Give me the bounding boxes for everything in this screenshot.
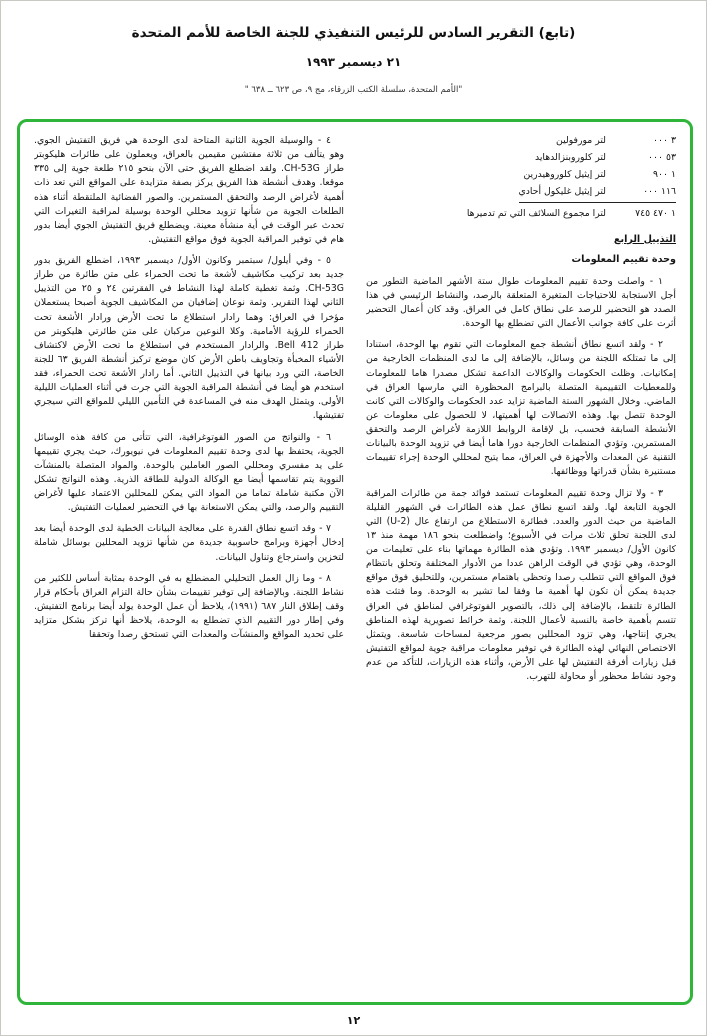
quantity-label: لتر كلوروبنزالدهايد <box>534 152 606 164</box>
quantity-value: ١ ٩٠٠ <box>653 169 676 181</box>
document-date: ٢١ ديسمبر ١٩٩٣ <box>305 55 402 69</box>
paragraph-8: ٨ - وما زال العمل التحليلي المضطلع به في الوحدة بمثابة أساس للكثير من نشاط اللجنة. وبالإضافة إلى توفير تقييمات بشأن حالة التزام العراق بأحكام قرار وقف إطلاق النار ٦٨٧ (١٩٩١)، يلاحظ أن عمل الوحدة يولد أيضا برنامج التفتيش. وفي إطار دور التقييم الذي تضطلع به الوحدة، يلاحظ أنها تركز بشكل متزايد على تحديد المواقع والمنشآت والمعدات التي تستحق رصدا وتحققا <box>34 572 344 641</box>
table-row <box>535 151 676 165</box>
quantity-label: لتر إيثيل كلوروهيدرين <box>523 169 606 181</box>
paragraph-4: ٤ - والوسيلة الجوية الثانية المتاحة لدى الوحدة هي فريق التفتيش الجوي. وهو يتألف من ثلاثة مفتشين مقيمين بالعراق، ويعملون على طائرات هليكوبتر طراز CH-53G. ولقد اضطلع الفريق حتى الآن بنحو ٢١٥ طلعة جوية إلى ٣٣٥ موقعا. وهدف أنشطة هذا الفريق يركز بصفة متزايدة على المواقع التي تعد ذات أهمية لأغراض الرصد والتحقق المستمرين. والصور الفضائية الملتقطة أثناء هذه الطلعات الجوية من شأنها تزويد محللي الوحدة بوسيلة لمراقبة التغيرات التي تحدث عبر الوقت في أية منشأة معينة. ويضطلع فريق التفتيش الجوي أيضا بدور هام في توفير المراقبة الجوية فوق مواقع التفتيش. <box>34 135 344 245</box>
document-citation: "الأمم المتحدة، سلسلة الكتب الزرقاء، مج ٩، ص ٦٢٣ ــ ٦٣٨ " <box>244 85 463 95</box>
table-total-row <box>467 207 676 221</box>
precursors-table <box>366 134 676 221</box>
quantity-label: لتر إيثيل غليكول أحادي <box>518 186 606 198</box>
table-row <box>519 185 676 202</box>
quantity-value: ٣ ٠٠٠ <box>653 135 676 146</box>
appendix-subtitle: وحدة تقييم المعلومات <box>571 254 676 266</box>
appendix-title: التذييل الرابع <box>613 233 676 245</box>
left-column <box>34 134 344 992</box>
total-quantity-value: ١ ٤٧٠ ٧٤٥ <box>635 207 676 219</box>
document-title: (تابع) التقرير السادس للرئيس التنفيذي للجنة الخاصة للأمم المتحدة <box>131 25 576 41</box>
table-row <box>556 134 676 148</box>
content-frame <box>17 119 693 1005</box>
page-number: ١٢ <box>346 1014 361 1027</box>
paragraph-3: ٣ - ولا تزال وحدة تقييم المعلومات تستمد فوائد جمة من طائرات المراقبة الجوية التابعة لها. ولقد اتسع نطاق عمل هذه الطائرات في الشهور القليلة الماضية من حيث الدور والعدد. فطائرة الاستطلاع من ارتفاع عال (U-2) التي لدى اللجنة تحلق ثلاث مرات في الأسبوع؛ واضطلعت بنحو ١٨٦ مهمة منذ ١٣ كانون الأول/ ديسمبر ١٩٩٣. وتؤدي هذه الطائرة مهماتها بناء على تعليمات من الوحدة، وهي تؤدي في الوقت الراهن عددا من الأدوار المختلفة وتحلق بانتظام فوق المواقع التي تتطلب رصدا وتحظى باهتمام مستمرين، وللتحليق فوق مواقع جديدة يمكن أن تكون لها أهمية ما وفقا لما تشير به الوحدة. وما فتئت هذه الطائرة تلتقط، بالإضافة إلى ذلك، بالتصوير الفوتوغرافي لمناطق في العراق تتسم بأهمية خاصة بالنسبة لأعمال اللجنة. وثمة خرائط تصويرية لهذه المناطق يجري إنتاجها، وهي تزود المحللين بصور مرجعية لمساحات شاسعة. ويتمثل الاختصاص النهائي لهذه الطائرة في توفير معلومات مراقبة جوية لمواقع التفتيش قبل زيارات أفرقة التفتيش لها على الأرض، وأثناء هذه الزيارات، للتأكد من عدم وجود نشاط محظور أو محاولة للتهرب. <box>366 487 676 683</box>
quantity-value: ١١٦ ٠٠٠ <box>643 186 676 198</box>
paragraph-1: ١ - واصلت وحدة تقييم المعلومات طوال ستة الأشهر الماضية التطور من أجل الاستجابة للاحتياجات المتغيرة المتعلقة بالرصد، والنشاط الرئيسي في هذا الصدد هو التحضير للرصد على نطاق كامل في العراق. وقد كان أعمال التحضير أثرت على كافة جوانب الأعمال التي تضطلع بها الوحدة. <box>366 275 676 330</box>
quantity-value: ٥٣ ٠٠٠ <box>648 152 676 164</box>
quantity-label: لتر مورفولين <box>556 135 606 146</box>
paragraph-2: ٢ - ولقد اتسع نطاق أنشطة جمع المعلومات التي تقوم بها الوحدة، استنادا إلى ما تمتلكه اللجنة من وسائل، بالإضافة إلى ما لدى المنظمات الخارجية من إمكانيات. وظلت الحكومات والوكالات الداعمة تشكل مصدرا هاما للمعلومات وللمعطيات التقييمية المتصلة بالبرامج المحظورة التي مارسها العراق في الماضي. وخلال الشهور الستة الماضية تزايد عدد الحكومات والوكالات التي كانت الوحدة تتصل بها. وهذه الاتصالات لها أهميتها، لا للحصول على معلومات عن الأنشطة السابقة فحسب، بل لإقامة الروابط اللازمة لأغراض الرصد والتحقق المستمرين. وتؤدي المنظمات الخارجية دورا هاما أيضا في تزويد الوحدة بالبيانات التقنية عن المعدات والأجهزة في العراق، مما يتيح لمحللي الوحدة إجراء تقييمات مستنيرة بشأن قدراتها ووظائفها. <box>366 339 676 478</box>
two-column-layout <box>34 134 676 992</box>
right-column <box>366 134 676 992</box>
paragraph-6: ٦ - والنواتج من الصور الفوتوغرافية، التي تتأتى من كافة هذه الوسائل الجوية، يحتفظ بها لدى وحدة تقييم المعلومات في نيويورك، حيث يجري تقييمها على يد مفسري ومحللي الصور العاملين بالوحدة. والمواد المتصلة بالمنشآت النووية يتم تقاسمها أيضا مع الوكالة الدولية للطاقة الذرية. وهذه النواتج تشكل الآن مكتبة شاملة تماما من المواد التي يمكن للمحللين الاعتماد عليها لأغراض التقييم والرصد، والتي يمكن الاستعانة بها في التحضير لعمليات التفتيش. <box>34 431 344 514</box>
document-header <box>1 25 706 95</box>
paragraph-5: ٥ - وفي أيلول/ سبتمبر وكانون الأول/ ديسمبر ١٩٩٣، اضطلع الفريق بدور جديد بعد تركيب مكاشيف لأشعة ما تحت الحمراء على متن طائرة من طراز CH-53G. وثمة تغطية كاملة لهذا النشاط في الفقرتين ٢٤ و ٢٥ من التذييل الثاني لهذا التقرير. وثمة نوعان إضافيان من المكاشيف الجوية أصبحا يستعملان مؤخرا في العراق: وهما رادار استطلاع ما تحت الأرض ورادار الأشعة تحت الحمراء للرؤية الأمامية. وكلا النوعين مركبان على متن طائرتي هليكوبتر من طراز Bell 412. والرادار المستخدم في استطلاع ما تحت الأرض لاكتشاف الأشياء المخبأة وتجاويف باطن الأرض كان موضع تركيز أنشطة الفريق ٦٣ للجنة الخاصة، التي ورد بيانها في التذييل الثاني. أما رادار الأشعة تحت الحمراء، فقد استخدم هو أيضا في أنشطة المراقبة الجوية التي جرت في أثناء العمليات الليلية الأولى. ويتمثل الهدف منه في المساعدة في التأمين الليلي للمواقع التي سيجري تفتيشها. <box>34 255 344 422</box>
paragraph-7: ٧ - وقد اتسع نطاق القدرة على معالجة البيانات الخطية لدى الوحدة أيضا بعد إدخال أجهزة وبرامج حاسوبية جديدة من شأنها تزويد المحللين بوسائل شاملة لتخزين واسترجاع وتناول البيانات. <box>34 523 344 563</box>
total-quantity-label: لترا مجموع السلائف التي تم تدميرها <box>466 207 606 219</box>
table-row <box>523 168 676 182</box>
